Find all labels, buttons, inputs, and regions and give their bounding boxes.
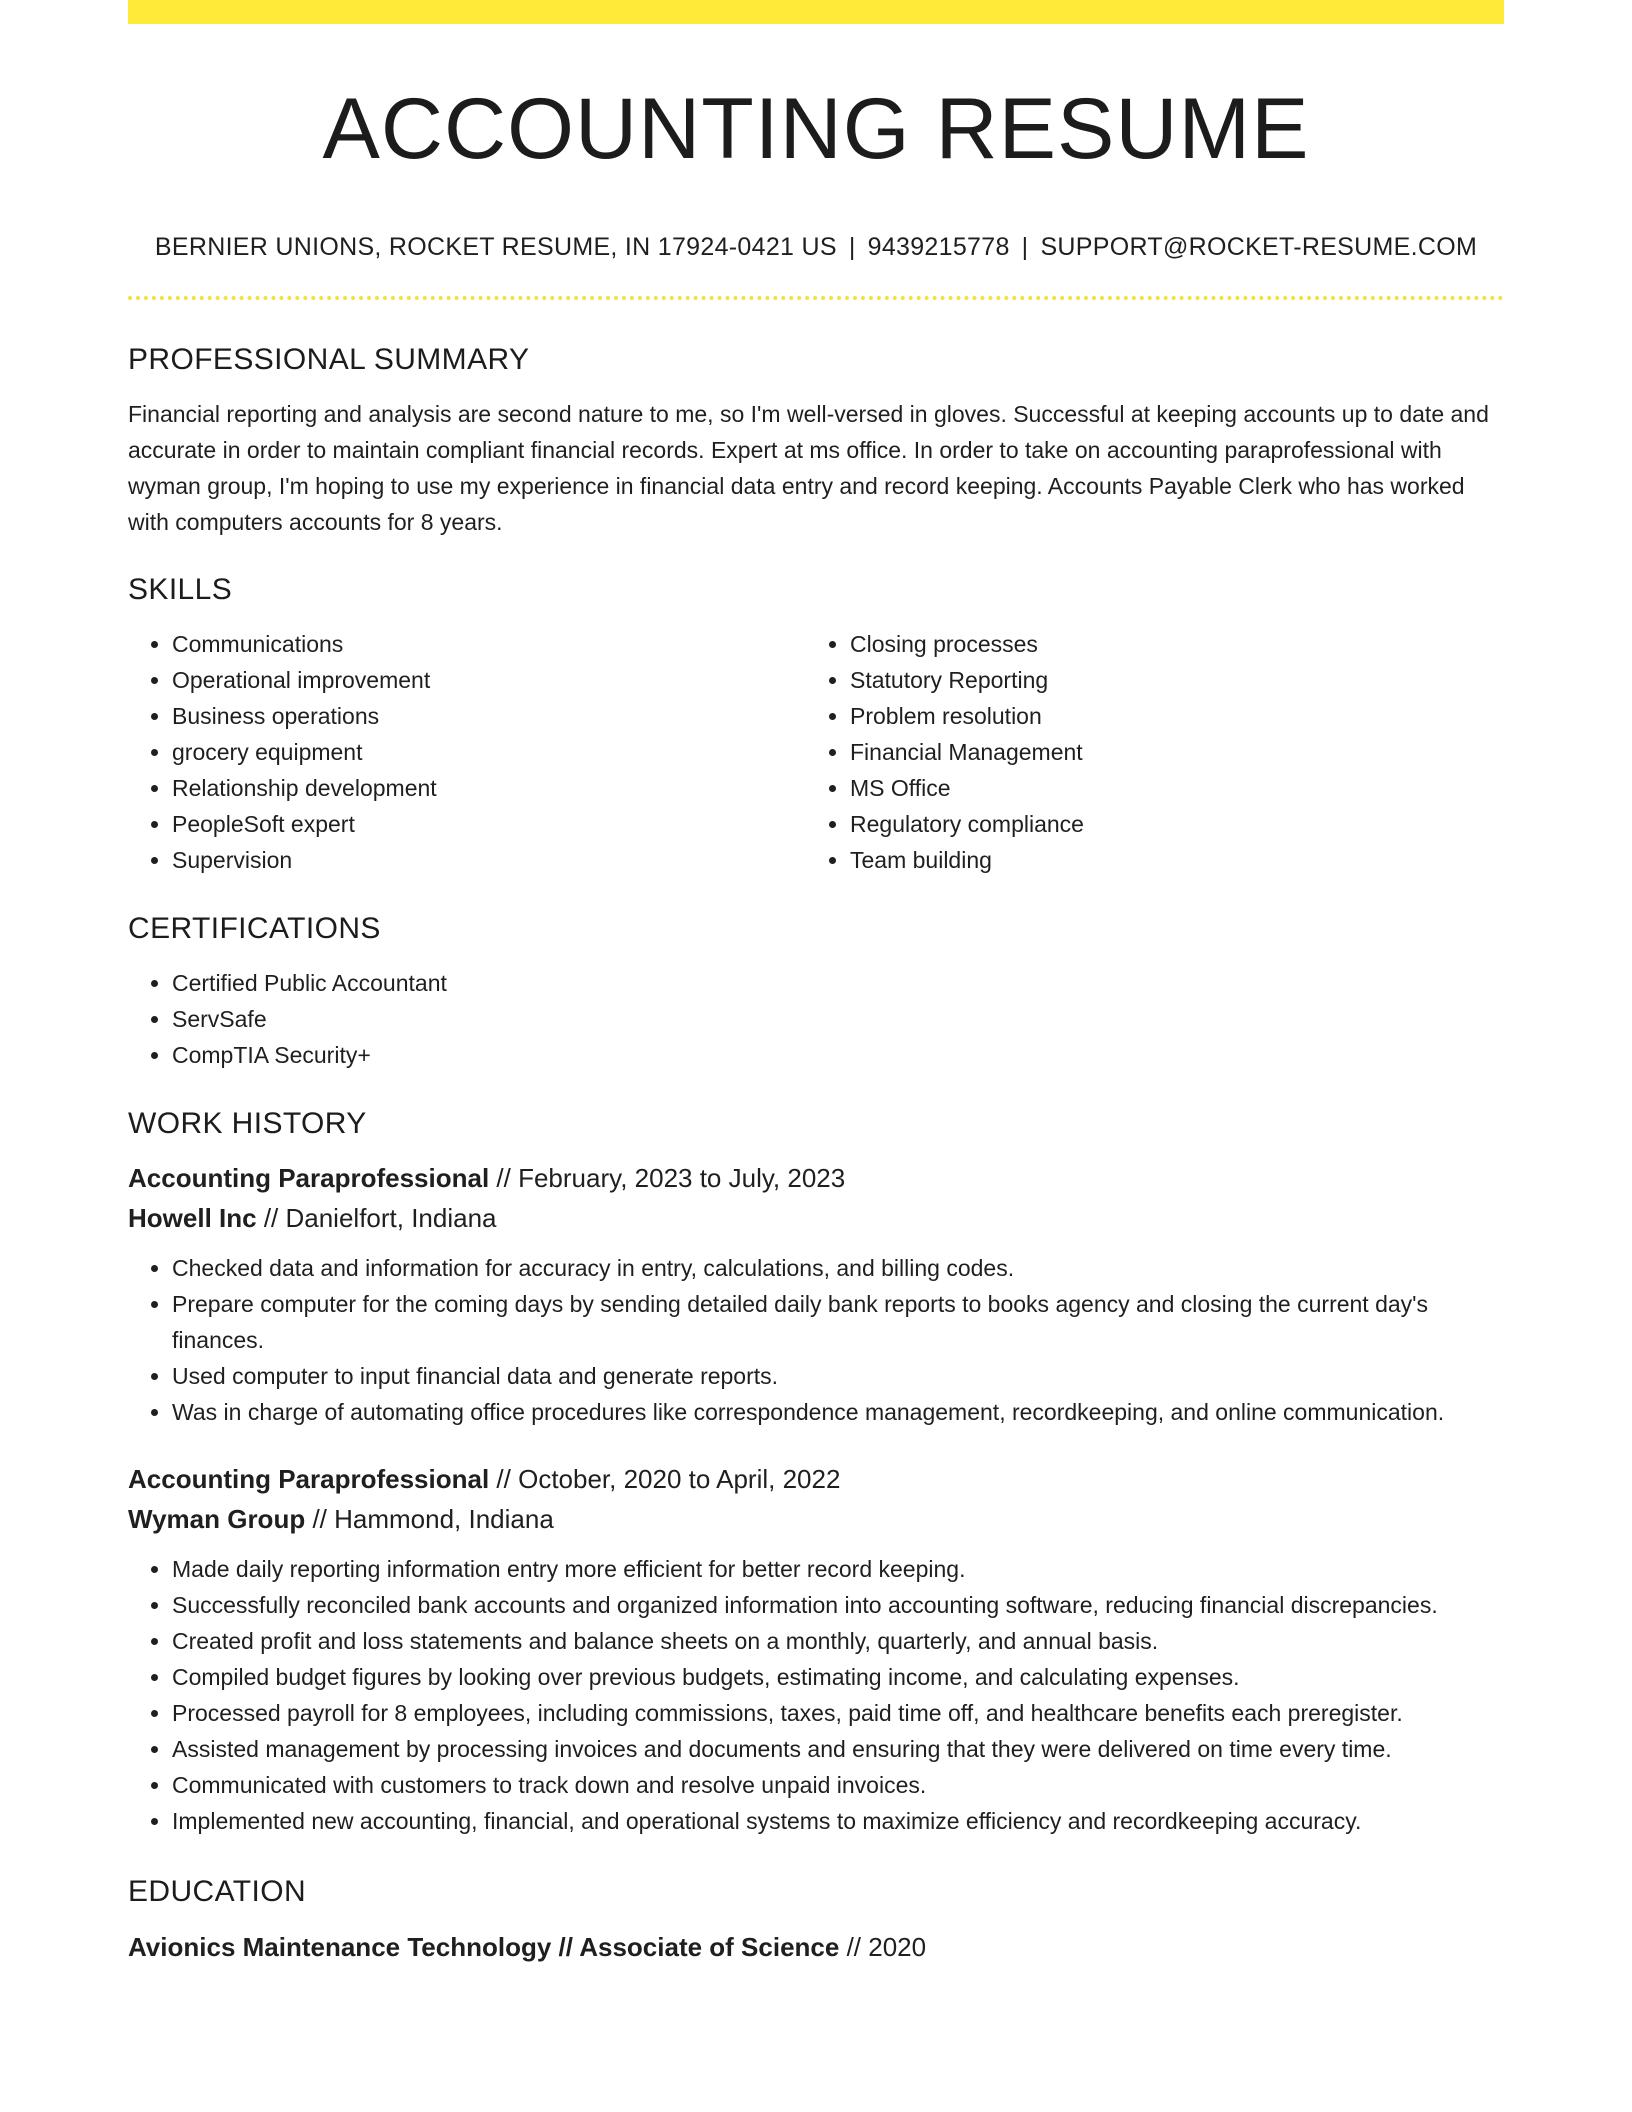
skill-item: • grocery equipment (172, 734, 806, 770)
job-bullet: • Checked data and information for accuracy in entry, calculations, and billing codes. (172, 1250, 1504, 1286)
job-company: Howell Inc (128, 1203, 257, 1233)
skills-columns (128, 626, 1504, 878)
skill-item: • Team building (850, 842, 1484, 878)
education-year: // 2020 (846, 1932, 927, 1962)
job-company-line (128, 1198, 1504, 1238)
job-title-line (128, 1459, 1504, 1499)
certifications-list (128, 965, 1504, 1073)
job-bullets (128, 1250, 1504, 1430)
job-entry (128, 1459, 1504, 1839)
summary-heading: PROFESSIONAL SUMMARY (128, 343, 530, 376)
skill-item: • Regulatory compliance (850, 806, 1484, 842)
contact-phone: 9439215778 (867, 233, 1010, 261)
skill-item: • Problem resolution (850, 698, 1484, 734)
skill-item: • MS Office (850, 770, 1484, 806)
skills-list-left (128, 626, 806, 878)
job-bullet: • Implemented new accounting, financial, and operational systems to maximize efficiency and recordkeeping accuracy. (172, 1803, 1504, 1839)
job-location: // Danielfort, Indiana (263, 1203, 497, 1233)
job-bullet: • Was in charge of automating office procedures like correspondence management, recordkeeping, and online communication. (172, 1394, 1504, 1430)
certification-item: • Certified Public Accountant (172, 965, 1504, 1001)
skill-item: • Relationship development (172, 770, 806, 806)
education-entry (128, 1927, 1504, 1967)
job-bullet: • Processed payroll for 8 employees, including commissions, taxes, paid time off, and healthcare benefits each preregister. (172, 1695, 1504, 1731)
job-bullet: • Used computer to input financial data and generate reports. (172, 1358, 1504, 1394)
skills-list-right (806, 626, 1484, 878)
job-location: // Hammond, Indiana (312, 1504, 554, 1534)
job-title: Accounting Paraprofessional (128, 1163, 490, 1193)
education-heading: EDUCATION (128, 1875, 307, 1908)
work-heading: WORK HISTORY (128, 1107, 367, 1140)
resume-page (128, 0, 1504, 1967)
skill-item: • Communications (172, 626, 806, 662)
summary-text: Financial reporting and analysis are second nature to me, so I'm well-versed in gloves. Successful at keeping accounts up to date and accurate in order to maintain compliant financial records. Expert at ms office. In order to take on accounting paraprofessional with wyman group, I'm hoping to use my experience in financial data entry and record keeping. Accounts Payable Clerk who has worked with computers accounts for 8 years. (128, 401, 1489, 535)
skill-item: • Operational improvement (172, 662, 806, 698)
contact-email[interactable]: SUPPORT@ROCKET-RESUME.COM (1040, 233, 1478, 261)
job-bullet: • Prepare computer for the coming days by sending detailed daily bank reports to books agency and closing the current day's finances. (172, 1286, 1504, 1358)
contact-separator: | (1021, 233, 1029, 261)
job-bullet: • Created profit and loss statements and balance sheets on a monthly, quarterly, and annual basis. (172, 1623, 1504, 1659)
job-bullet: • Assisted management by processing invoices and documents and ensuring that they were delivered on time every time. (172, 1731, 1504, 1767)
job-title: Accounting Paraprofessional (128, 1464, 490, 1494)
skill-item: • Financial Management (850, 734, 1484, 770)
job-entry (128, 1158, 1504, 1430)
job-dates: // February, 2023 to July, 2023 (496, 1163, 846, 1193)
job-company: Wyman Group (128, 1504, 306, 1534)
header-divider (128, 296, 1504, 300)
job-bullet: • Made daily reporting information entry more efficient for better record keeping. (172, 1551, 1504, 1587)
contact-separator: | (848, 233, 856, 261)
job-title-line (128, 1158, 1504, 1198)
job-company-line (128, 1499, 1504, 1539)
certification-item: • ServSafe (172, 1001, 1504, 1037)
job-dates: // October, 2020 to April, 2022 (496, 1464, 841, 1494)
certification-item: • CompTIA Security+ (172, 1037, 1504, 1073)
skill-item: • Supervision (172, 842, 806, 878)
job-bullets (128, 1551, 1504, 1839)
skills-heading: SKILLS (128, 573, 233, 606)
skill-item: • PeopleSoft expert (172, 806, 806, 842)
education-field: Avionics Maintenance Technology // Associate of Science (128, 1932, 840, 1962)
skill-item: • Business operations (172, 698, 806, 734)
job-bullet: • Compiled budget figures by looking over previous budgets, estimating income, and calculating expenses. (172, 1659, 1504, 1695)
certifications-heading: CERTIFICATIONS (128, 912, 381, 945)
contact-line (128, 232, 1504, 262)
job-bullet: • Communicated with customers to track down and resolve unpaid invoices. (172, 1767, 1504, 1803)
accent-top-bar (128, 0, 1504, 24)
skill-item: • Statutory Reporting (850, 662, 1484, 698)
job-bullet: • Successfully reconciled bank accounts and organized information into accounting software, reducing financial discrepancies. (172, 1587, 1504, 1623)
contact-address: BERNIER UNIONS, ROCKET RESUME, IN 17924-0421 US (154, 233, 837, 261)
skill-item: • Closing processes (850, 626, 1484, 662)
resume-title: ACCOUNTING RESUME (322, 81, 1310, 177)
